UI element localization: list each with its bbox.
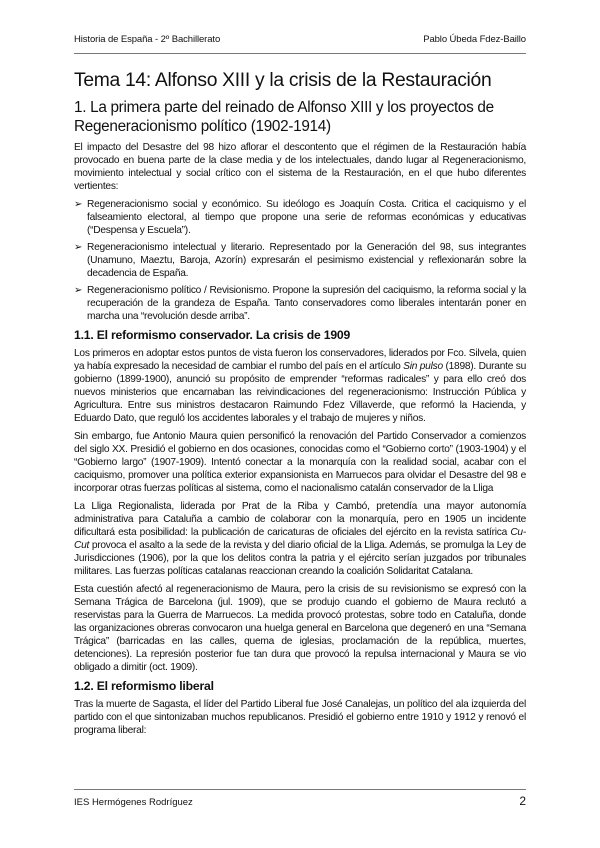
text-run: La Lliga Regionalista, liderada por Prat de la Riba y Cambó, pretendía una mayor autonomía administrativa para Cataluña a cambio de colaborar con la monarquía, pero en 1905 un incidente dificultará esta posibilidad: la publicación de caricaturas de oficiales del ejército en la revista satírica	[74, 501, 526, 538]
text-run: Los primeros en adoptar estos puntos de vista fueron los conservadores, liderados por Fco. Silvela, quien ya había expresado la necesidad de cambiar el rumbo del país en el artículo	[74, 348, 526, 372]
paragraph-semana-tragica: Esta cuestión afectó al regeneracionismo de Maura, pero la crisis de su revisionismo se expresó con la Semana Trágica de Barcelona (jul. 1909), que se produjo cuando el gobierno de Maura reclutó a reservistas para la Guerra de Marruecos. La medida provocó protestas, sobre todo en Cataluña, donde las organizaciones obreras convocaron una huelga general en Barcelona que degeneró en una “Semana Trágica” (barricadas en las calles, quema de iglesias, proclamación de la república, muertes, detenciones). La represión posterior fue tan dura que provocó la repulsa internacional y Maura se vio obligado a dimitir (oct. 1909).	[74, 584, 526, 673]
list-item-text: Regeneracionismo político / Revisionismo. Propone la supresión del caciquismo, la reforma social y la recuperación de la grandeza de España. Tanto conservadores como liberales intentarán poner en marcha una “revolución desde arriba”.	[87, 285, 526, 322]
header-course: Historia de España - 2º Bachillerato	[74, 34, 221, 45]
section-1-heading: 1. La primera parte del reinado de Alfonso XIII y los proyectos de Regeneracionismo político (1902-1914)	[74, 99, 494, 135]
arrow-bullet-icon: ➢	[74, 199, 83, 210]
list-item	[74, 284, 526, 323]
footer-school: IES Hermógenes Rodríguez	[74, 797, 193, 808]
arrow-bullet-icon: ➢	[74, 285, 83, 296]
header-divider	[74, 53, 526, 54]
topic-title: Tema 14: Alfonso XIII y la crisis de la Restauración	[74, 70, 492, 91]
paragraph-canalejas: Tras la muerte de Sagasta, el líder del Partido Liberal fue José Canalejas, un político del ala izquierda del partido con el que sintonizaban muchos republicanos. Presidió el gobierno entre 1910 y 1912 y renovó el programa liberal:	[74, 699, 526, 736]
section-1-1-heading: 1.1. El reformismo conservador. La crisis de 1909	[74, 328, 351, 342]
footer-divider	[74, 789, 526, 790]
article-title: Sin pulso	[403, 361, 443, 372]
arrow-bullet-icon: ➢	[74, 242, 83, 253]
paragraph-conservadores	[74, 347, 526, 425]
page-header	[74, 34, 526, 45]
text-run: (1898). Durante su gobierno (1899-1900), anunció su propósito de emprender “reformas radicales” y para ello creó dos nuevos ministerios que encarnaban las reivindicaciones del regeneracionismo: Instrucción Pública y Agricultura. Entre sus ministros destacaron Raimundo Fdez Villaverde, que reformó la Hacienda, y Eduardo Dato, que reguló los accidentes laborales y el trabajo de mujeres y niños.	[74, 361, 526, 424]
regeneracionismo-list	[74, 198, 526, 323]
page-number: 2	[519, 794, 526, 808]
list-item-text: Regeneracionismo social y económico. Su ideólogo es Joaquín Costa. Critica el caciquismo y el falseamiento electoral, al tiempo que propone una serie de reformas económicas y educativas (“Despensa y Escuela”).	[87, 199, 526, 236]
section-1-2-heading: 1.2. El reformismo liberal	[74, 679, 214, 693]
list-item-text: Regeneracionismo intelectual y literario. Representado por la Generación del 98, sus integrantes (Unamuno, Maeztu, Baroja, Azorín) expresarán el pesimismo existencial y reflexionarán sobre la decadencia de España.	[87, 242, 526, 279]
paragraph-lliga	[74, 500, 526, 578]
paragraph-maura: Sin embargo, fue Antonio Maura quien personificó la renovación del Partido Conservador a comienzos del siglo XX. Presidió el gobierno en dos ocasiones, conocidas como el “Gobierno corto” (1903-1904) y el “Gobierno largo” (1907-1909). Intentó conectar a la monarquía con la realidad social, acabar con el caciquismo, promover una política exterior expansionista en Marruecos para olvidar el Desastre del 98 e incorporar otras fuerzas políticas al sistema, como el nacionalismo catalán conservador de la Lliga	[74, 431, 526, 494]
list-item	[74, 241, 526, 280]
magazine-title: Cu-Cut	[74, 527, 526, 551]
text-run: provoca el asalto a la sede de la revista y del diario oficial de la Lliga. Además, se promulga la Ley de Jurisdicciones (1906), por la que los delitos contra la patria y el ejército serían juzgados por tribunales militares. Las fuerzas políticas catalanas reaccionan creando la coalición Solidaritat Catalana.	[74, 540, 526, 577]
section-1-intro: El impacto del Desastre del 98 hizo aflorar el descontento que el régimen de la Restauración había provocado en buena parte de la clase media y de los intelectuales, dando lugar al Regeneracionismo, movimiento intelectual y social crítico con el sistema de la Restauración, en el que hubo diferentes vertientes:	[74, 142, 526, 192]
page-content	[74, 69, 526, 742]
header-author: Pablo Úbeda Fdez-Baillo	[423, 34, 526, 45]
list-item	[74, 198, 526, 237]
page-footer	[74, 794, 526, 808]
